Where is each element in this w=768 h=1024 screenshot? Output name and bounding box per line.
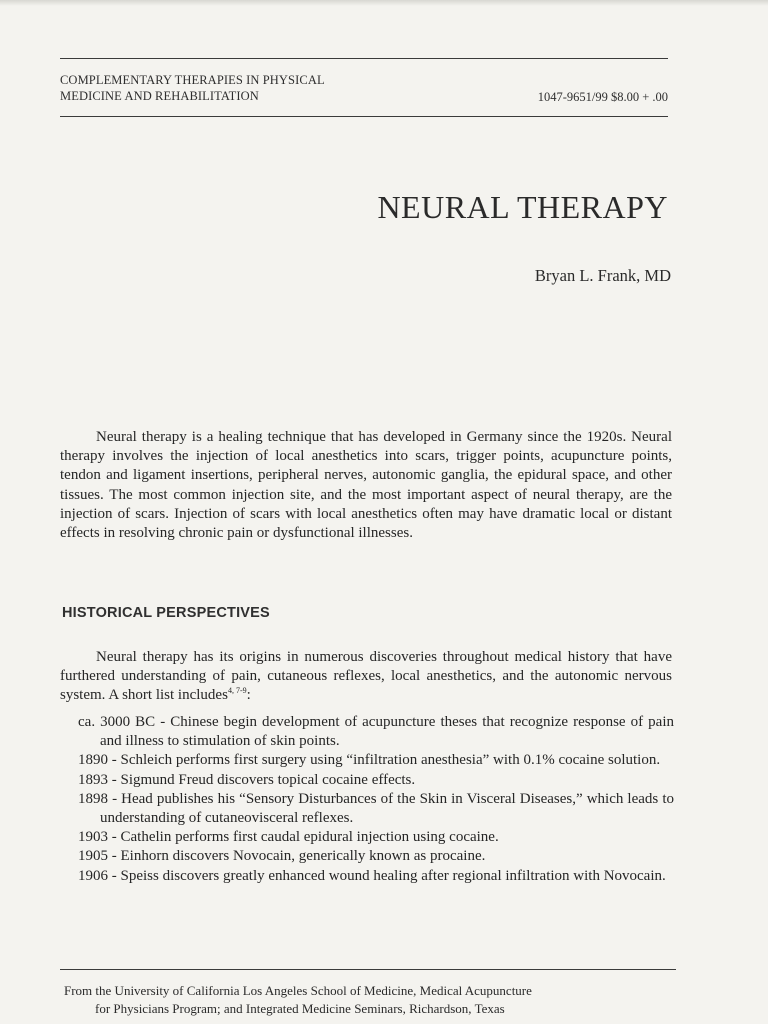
- timeline-item: [78, 828, 674, 847]
- timeline-item: [78, 867, 674, 886]
- timeline-text: Schleich performs first surgery using “infiltration anesthesia” with 0.1% cocaine solution.: [120, 752, 661, 769]
- timeline-date: 1906 -: [78, 868, 121, 884]
- history-timeline: [78, 713, 674, 886]
- footnote-rule: [60, 969, 676, 970]
- footnote-line-2: for Physicians Program; and Integrated Medicine Seminars, Richardson, Texas: [95, 1000, 505, 1016]
- intro-text: Neural therapy has its origins in numerous discoveries throughout medical history that have furthered understanding of pain, cutaneous reflexes, local anesthetics, and the autonomic nervous system. A short list includes: [60, 649, 672, 704]
- journal-name-line-2: MEDICINE AND REHABILITATION: [60, 89, 259, 103]
- journal-name-line-1: COMPLEMENTARY THERAPIES IN PHYSICAL: [60, 73, 325, 87]
- timeline-date: 1893 -: [78, 772, 121, 788]
- scan-edge-shadow: [0, 0, 768, 6]
- issn-price-code: 1047-9651/99 $8.00 + .00: [537, 90, 668, 104]
- timeline-date: ca. 3000 BC -: [78, 714, 170, 730]
- header-top-rule: [60, 58, 668, 59]
- timeline-item: [78, 713, 674, 751]
- affiliation-footnote: [64, 982, 678, 1017]
- timeline-item: [78, 847, 674, 866]
- timeline-text: Cathelin performs first caudal epidural injection using cocaine.: [120, 829, 499, 846]
- timeline-text: Chinese begin development of acupuncture theses that recognize response of pain and illness to stimulation of skin points.: [100, 714, 674, 750]
- author-byline: Bryan L. Frank, MD: [534, 266, 671, 285]
- timeline-item: [78, 790, 674, 828]
- timeline-date: 1903 -: [78, 829, 121, 845]
- intro-colon: :: [246, 687, 251, 704]
- article-title: NEURAL THERAPY: [377, 189, 668, 225]
- timeline-text: Einhorn discovers Novocain, generically known as procaine.: [120, 848, 486, 865]
- header-bottom-rule: [60, 116, 668, 117]
- abstract-paragraph: Neural therapy is a healing technique that has developed in Germany since the 1920s. Neural therapy involves the injection of local anesthetics into scars, trigger points, acupuncture points, tendon and ligament insertions, peripheral nerves, autonomic ganglia, the epidural space, and other tissues. The most common injection site, and the most important aspect of neural therapy, are the injection of scars. Injection of scars with local anesthetics often may have dramatic local or distant effects in resolving chronic pain or dysfunctional illnesses.: [60, 429, 672, 542]
- timeline-item: [78, 751, 674, 770]
- timeline-text: Speiss discovers greatly enhanced wound healing after regional infiltration with Novocain.: [120, 867, 666, 884]
- timeline-text: Sigmund Freud discovers topical cocaine effects.: [120, 771, 416, 788]
- journal-name: [60, 72, 325, 104]
- timeline-date: 1905 -: [78, 848, 121, 864]
- timeline-text: Head publishes his “Sensory Disturbances of the Skin in Visceral Diseases,” which leads to understanding of cutaneovisceral reflexes.: [100, 790, 674, 827]
- footnote-line-1: From the University of California Los Angeles School of Medicine, Medical Acupuncture: [64, 983, 532, 998]
- timeline-date: 1898 -: [78, 791, 121, 807]
- section-heading: HISTORICAL PERSPECTIVES: [62, 605, 270, 621]
- intro-paragraph: [60, 648, 672, 706]
- timeline-item: [78, 771, 674, 790]
- timeline-date: 1890 -: [78, 752, 121, 768]
- running-header: [60, 72, 668, 106]
- reference-superscript: 4, 7-9: [227, 686, 247, 696]
